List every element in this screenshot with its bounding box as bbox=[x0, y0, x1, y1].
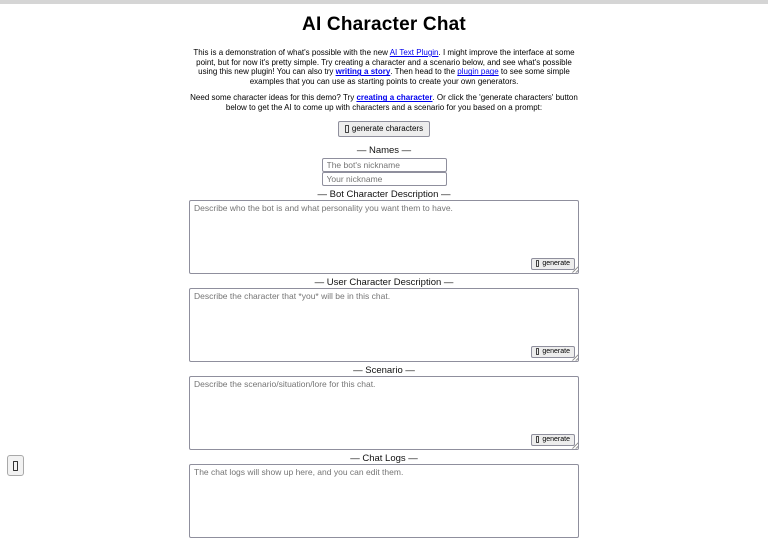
intro-text: This is a demonstration of what's possible with the new bbox=[193, 48, 390, 57]
writing-a-story-link[interactable]: writing a story bbox=[335, 67, 391, 77]
chat-logs-heading: — Chat Logs — bbox=[350, 452, 418, 464]
scenario-heading: — Scenario — bbox=[353, 364, 415, 376]
intro-text: to see some simple examples that you can use as starting points to create your own generators. bbox=[249, 67, 570, 86]
character-ideas-paragraph bbox=[188, 93, 580, 112]
user-description-wrap bbox=[189, 288, 579, 362]
page-title: AI Character Chat bbox=[302, 14, 466, 35]
floating-corner-button[interactable] bbox=[7, 455, 24, 476]
scenario-generate-button[interactable] bbox=[531, 434, 575, 446]
intro-text: . Then head to the bbox=[390, 67, 458, 77]
missing-glyph-icon bbox=[13, 461, 18, 471]
generate-characters-label: generate characters bbox=[351, 124, 424, 134]
intro-paragraph bbox=[188, 48, 580, 86]
scenario-wrap bbox=[189, 376, 579, 450]
bot-nickname-input[interactable] bbox=[322, 158, 447, 172]
user-description-generate-button[interactable] bbox=[531, 346, 575, 358]
ai-text-plugin-link[interactable]: AI Text Plugin bbox=[389, 48, 439, 57]
generate-label: generate bbox=[542, 260, 570, 268]
bot-description-wrap bbox=[189, 200, 579, 274]
creating-a-character-link[interactable]: creating a character bbox=[356, 93, 433, 103]
intro-text: . I might improve the interface at some point, but for now it's pretty simple. Try creating a character and a scenario below, and see what's possible using this new plugin! You can also try bbox=[196, 48, 575, 77]
missing-glyph-icon bbox=[536, 260, 540, 267]
bot-description-heading: — Bot Character Description — bbox=[317, 188, 451, 200]
names-section-heading: — Names — bbox=[356, 144, 412, 156]
generate-characters-button[interactable] bbox=[338, 121, 430, 137]
missing-glyph-icon bbox=[536, 436, 540, 443]
user-description-textarea[interactable] bbox=[189, 288, 579, 362]
user-nickname-input[interactable] bbox=[322, 172, 447, 186]
bot-description-textarea[interactable] bbox=[189, 200, 579, 274]
user-description-heading: — User Character Description — bbox=[314, 276, 454, 288]
bot-description-generate-button[interactable] bbox=[531, 258, 575, 270]
generate-label: generate bbox=[542, 348, 570, 356]
top-divider-bar bbox=[0, 0, 768, 4]
missing-glyph-icon bbox=[345, 125, 349, 133]
missing-glyph-icon bbox=[536, 348, 540, 355]
generate-characters-row bbox=[188, 120, 580, 138]
chat-logs-wrap bbox=[189, 464, 579, 538]
intro-text: Need some character ideas for this demo? Try bbox=[190, 93, 357, 103]
main-content-column bbox=[188, 0, 580, 538]
scenario-textarea[interactable] bbox=[189, 376, 579, 450]
intro-text: . Or click the 'generate characters' button below to get the AI to come up with characters and a scenario for you based on a prompt: bbox=[225, 93, 578, 112]
plugin-page-link[interactable]: plugin page bbox=[457, 67, 499, 77]
chat-logs-textarea[interactable] bbox=[189, 464, 579, 538]
generate-label: generate bbox=[542, 436, 570, 444]
